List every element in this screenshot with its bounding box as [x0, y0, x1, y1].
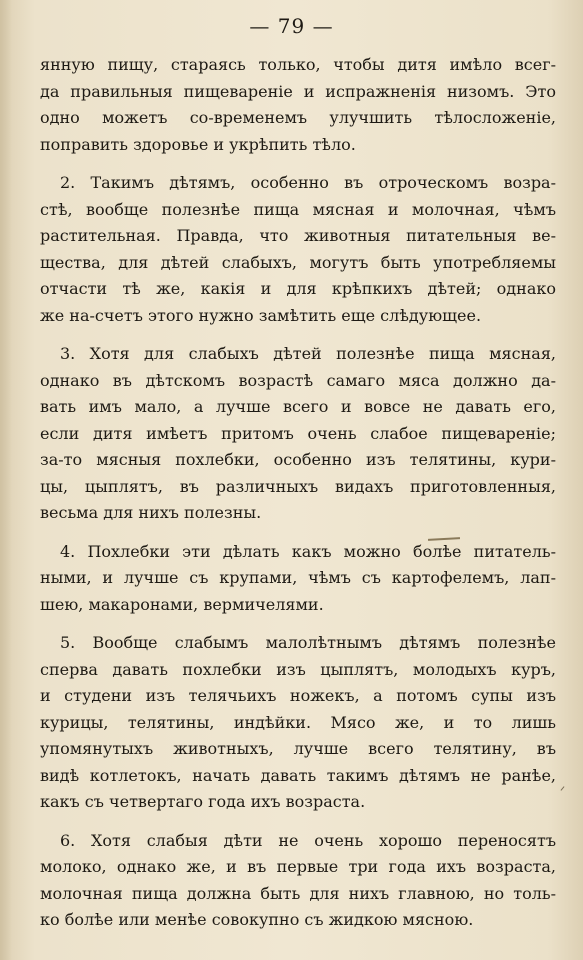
page-gutter-shadow [0, 0, 12, 960]
text-line: цы, цыплятъ, въ различныхъ видахъ приготовленныя, [40, 476, 556, 496]
text-line: поправить здоровье и укрѣпить тѣло. [40, 134, 356, 154]
ink-speck [561, 786, 565, 790]
text-line: какъ съ четвертаго года ихъ возраста. [40, 792, 366, 811]
text-line: упомянутыхъ животныхъ, лучше всего телятину, въ [40, 739, 556, 758]
text-line: вать имъ мало, а лучше всего и вовсе не давать его, [40, 397, 556, 416]
paragraph-6 [40, 828, 556, 934]
text-line: ко болѣе или менѣе совокупно съ жидкою мясною. [40, 910, 474, 929]
paragraph-continuation [40, 52, 556, 158]
text-line: одно можетъ со-временемъ улучшить тѣлосложеніе, [40, 108, 556, 127]
paragraph-2 [40, 170, 556, 329]
paragraph-5 [40, 630, 556, 816]
text-line: весьма для нихъ полезны. [40, 503, 262, 522]
text-line: 6. Хотя слабыя дѣти не очень хорошо переносятъ [60, 830, 556, 850]
text-line: отчасти тѣ же, какія и для крѣпкихъ дѣтей; однако [40, 279, 556, 298]
text-line: растительная. Правда, что животныя питательныя ве- [40, 226, 556, 245]
text-line: шею, макаронами, вермичелями. [40, 594, 324, 614]
text-line: 3. Хотя для слабыхъ дѣтей полезнѣе пища мясная, [60, 344, 556, 363]
text-line: молочная пища должна быть для нихъ главною, но толь- [40, 883, 556, 903]
text-line: 4. Похлебки эти дѣлать какъ можно болѣе питатель- [60, 541, 556, 561]
text-line: да правильныя пищевареніе и испражненія низомъ. Это [40, 81, 556, 101]
text-line: 2. Такимъ дѣтямъ, особенно въ отроческомъ возра- [60, 173, 556, 192]
text-line: если дитя имѣетъ притомъ очень слабое пищевареніе; [40, 423, 556, 443]
text-line: молоко, однако же, и въ первые три года ихъ возраста, [40, 857, 556, 876]
text-line: видѣ котлетокъ, начать давать такимъ дѣтямъ не ранѣе, [40, 765, 556, 785]
text-line: же на-счетъ этого нужно замѣтить еще слѣдующее. [40, 305, 482, 325]
page-number: — 79 — [249, 14, 334, 38]
text-line: курицы, телятины, индѣйки. Мясо же, и то лишь [40, 712, 556, 732]
text-line: стѣ, вообще полезнѣе пища мясная и молочная, чѣмъ [40, 199, 556, 219]
text-line: щества, для дѣтей слабыхъ, могутъ быть употребляемы [40, 252, 556, 272]
text-line: янную пищу, стараясь только, чтобы дитя имѣло всег- [40, 55, 556, 74]
text-line: ными, и лучше съ крупами, чѣмъ съ картофелемъ, лап- [40, 568, 556, 587]
body-text [40, 52, 556, 946]
text-line: за-то мясныя похлебки, особенно изъ телятины, кури- [40, 450, 556, 469]
text-line: и студени изъ телячьихъ ножекъ, а потомъ супы изъ [40, 686, 556, 705]
text-line: однако въ дѣтскомъ возрастѣ самаго мяса должно да- [40, 370, 556, 390]
text-line: 5. Вообще слабымъ малолѣтнымъ дѣтямъ полезнѣе [60, 633, 556, 652]
text-line: сперва давать похлебки изъ цыплятъ, молодыхъ куръ, [40, 659, 556, 679]
paragraph-3 [40, 341, 556, 527]
paragraph-4 [40, 539, 556, 619]
